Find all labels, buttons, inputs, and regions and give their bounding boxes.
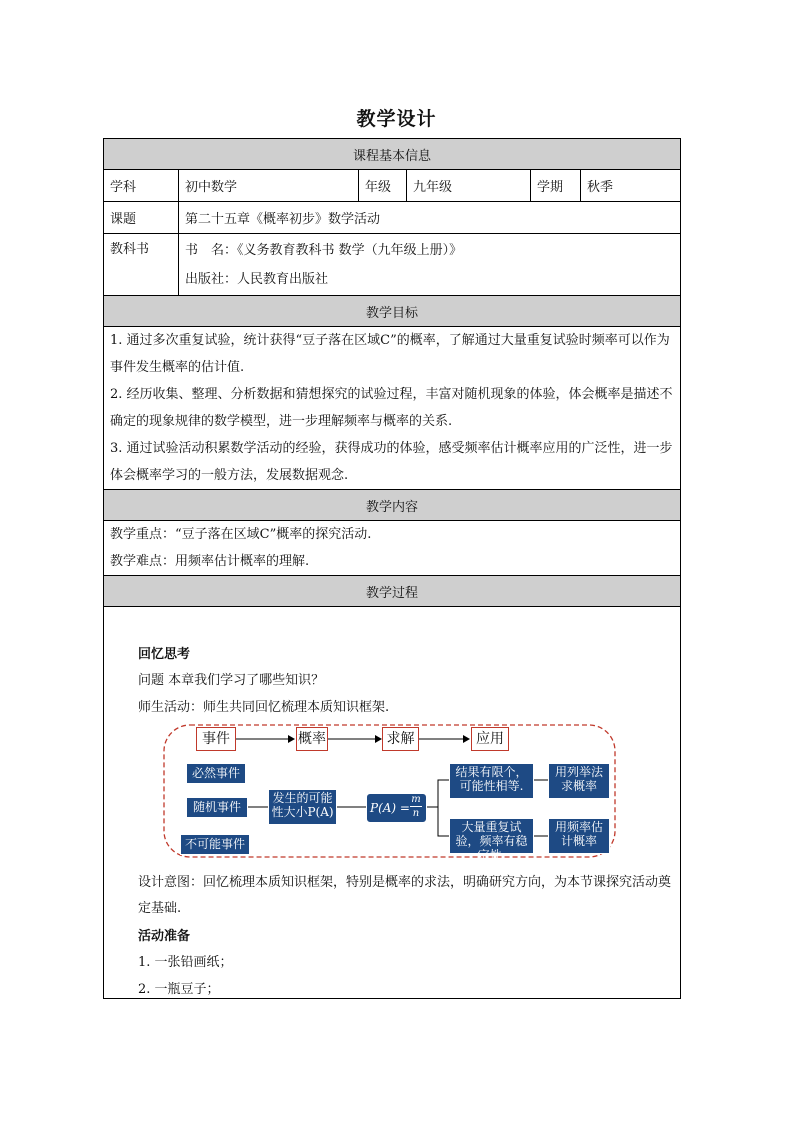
node-probability: 概率 (296, 727, 328, 751)
section-content: 教学内容 (104, 490, 681, 521)
book-name: 书 名：《义务教育教科书 数学（九年级上册）》 (185, 242, 463, 258)
process-body (104, 607, 681, 999)
node-finite-equal: 结果有限个，可能性相等. (449, 763, 534, 799)
section-goals: 教学目标 (104, 296, 681, 327)
node-enumeration-method: 用列举法求概率 (548, 763, 610, 799)
activity-text: 师生活动：师生共同回忆梳理本质知识框架. (138, 700, 390, 715)
knowledge-framework-diagram (162, 723, 617, 862)
document-title: 教学设计 (356, 108, 437, 130)
topic-value: 第二十五章《概率初步》数学活动 (179, 202, 681, 234)
subject-value: 初中数学 (179, 170, 359, 202)
node-random-event: 随机事件 (186, 797, 248, 818)
node-event: 事件 (196, 727, 236, 751)
prep-item: 2. 一瓶豆子； (138, 982, 220, 997)
prep-item: 1. 一张铅画纸； (138, 955, 233, 970)
content-body (104, 521, 681, 576)
node-apply: 应用 (471, 727, 509, 751)
goal-item: 2. 经历收集、整理、分析数据和猜想探究的试验过程，丰富对随机现象的体验，体会概率是描述不确定的现象规律的数学模型，进一步理解频率与概率的关系. (110, 387, 673, 429)
book-label: 教科书 (104, 234, 179, 296)
goals-list (104, 327, 681, 490)
difficulty-point: 教学难点：用频率估计概率的理解. (110, 554, 310, 569)
subject-label: 学科 (104, 170, 179, 202)
node-frequency-method: 用频率估计概率 (548, 818, 610, 854)
book-value (179, 234, 681, 296)
heading-review: 回忆思考 (138, 647, 191, 662)
node-certain-event: 必然事件 (186, 763, 246, 784)
term-value: 秋季 (581, 170, 681, 202)
lesson-plan-table (103, 138, 681, 999)
term-label: 学期 (531, 170, 581, 202)
key-point: 教学重点：“豆子落在区域C”概率的探究活动. (110, 527, 372, 542)
heading-preparation: 活动准备 (138, 929, 191, 944)
grade-value: 九年级 (407, 170, 531, 202)
node-solve: 求解 (382, 727, 419, 751)
node-formula: P(A) = m n (366, 793, 427, 823)
section-basic-info: 课程基本信息 (104, 139, 681, 170)
node-impossible-event: 不可能事件 (180, 834, 250, 855)
goal-item: 1. 通过多次重复试验，统计获得“豆子落在区域C”的概率，了解通过大量重复试验时频率可以作为事件发生概率的估计值. (110, 333, 670, 375)
section-process: 教学过程 (104, 576, 681, 607)
node-repeated-trials: 大量重复试验，频率有稳定性. (449, 818, 534, 854)
question-text: 问题 本章我们学习了哪些知识？ (138, 673, 325, 688)
grade-label: 年级 (359, 170, 407, 202)
goal-item: 3. 通过试验活动积累数学活动的经验，获得成功的体验，感受频率估计概率应用的广泛性，进一步体会概率学习的一般方法，发展数据观念. (110, 441, 673, 483)
topic-label: 课题 (104, 202, 179, 234)
node-possibility: 发生的可能性大小P(A) (268, 789, 337, 825)
book-publisher: 出版社：人民教育出版社 (185, 271, 329, 287)
design-intent: 设计意图：回忆梳理本质知识框架，特别是概率的求法，明确研究方向，为本节课探究活动奠定基础. (138, 875, 672, 916)
